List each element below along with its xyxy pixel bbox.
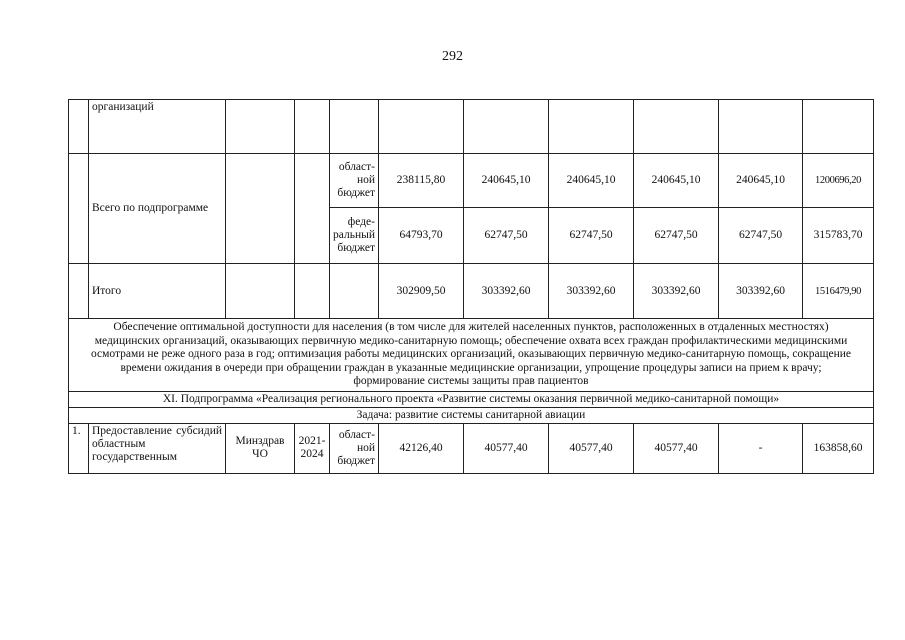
subprogram-total-label: Всего по подпрограмме — [89, 154, 226, 264]
table-row-organizations — [69, 100, 874, 154]
table-row-item-1 — [69, 423, 874, 473]
value-cell-total: 163858,60 — [803, 423, 874, 473]
page-number: 292 — [442, 49, 463, 64]
cell-empty — [379, 100, 464, 154]
value-cell: 62747,50 — [719, 208, 803, 264]
funding-source: феде- ральный бюджет — [330, 208, 379, 264]
funding-source: област- ной бюджет — [330, 423, 379, 473]
task-title: Задача: развитие системы санитарной авиации — [69, 407, 874, 423]
item-period: 2021- 2024 — [295, 423, 330, 473]
value-cell: 40577,40 — [464, 423, 549, 473]
item-name: Предоставление субсидий областным государственным — [89, 423, 226, 473]
value-cell: 240645,10 — [634, 154, 719, 208]
value-cell: 62747,50 — [464, 208, 549, 264]
cell-empty — [549, 100, 634, 154]
cell-empty — [226, 154, 295, 264]
table-row-total — [69, 264, 874, 319]
table-row-goal — [69, 319, 874, 392]
value-cell: 240645,10 — [464, 154, 549, 208]
value-cell: 302909,50 — [379, 264, 464, 319]
total-label: Итого — [89, 264, 226, 319]
value-cell: 62747,50 — [634, 208, 719, 264]
value-cell: 303392,60 — [634, 264, 719, 319]
value-cell: 303392,60 — [719, 264, 803, 319]
cell-empty — [295, 264, 330, 319]
cell-empty — [226, 264, 295, 319]
table-row-subprogram-regional — [69, 154, 874, 208]
value-cell: 42126,40 — [379, 423, 464, 473]
value-cell: 303392,60 — [464, 264, 549, 319]
table-row-task — [69, 407, 874, 423]
cell-empty — [634, 100, 719, 154]
funding-source: област- ной бюджет — [330, 154, 379, 208]
value-cell: 40577,40 — [634, 423, 719, 473]
cell-empty — [464, 100, 549, 154]
goal-text: Обеспечение оптимальной доступности для населения (в том числе для жителей населенных пунктов, расположенных в отдаленных местностях) медицинских организаций, оказывающих первичную медико-санитарную помощь; обеспечение охвата всех граждан профилактическими медицинскими осмотрами не реже одного раза в год; оптимизация работы медицинских организаций, оказывающих первичную медико-санитарную помощь, сокращение времени ожидания в очереди при обращении граждан в указанные медицинские организации, упрощение процедуры записи на прием к врачу; формирование системы защиты прав пациентов — [69, 319, 874, 392]
value-cell-total: 1516479,90 — [803, 264, 874, 319]
table-row-subprogram-title — [69, 391, 874, 407]
value-cell: 238115,80 — [379, 154, 464, 208]
value-cell-total: 315783,70 — [803, 208, 874, 264]
item-number: 1. — [69, 423, 89, 473]
value-cell: 64793,70 — [379, 208, 464, 264]
value-cell: 40577,40 — [549, 423, 634, 473]
cell-empty — [803, 100, 874, 154]
cell-empty — [226, 100, 295, 154]
value-cell: 240645,10 — [719, 154, 803, 208]
subprogram-title: XI. Подпрограмма «Реализация регионального проекта «Развитие системы оказания первичной медико-санитарной помощи» — [69, 391, 874, 407]
budget-table — [68, 99, 874, 474]
cell-empty — [719, 100, 803, 154]
cell-name: организаций — [89, 100, 226, 154]
cell-empty — [69, 154, 89, 264]
cell-empty — [295, 100, 330, 154]
cell-empty — [69, 264, 89, 319]
value-cell: - — [719, 423, 803, 473]
cell-empty — [295, 154, 330, 264]
cell-empty — [330, 100, 379, 154]
value-cell-total: 1200696,20 — [803, 154, 874, 208]
cell-empty — [330, 264, 379, 319]
cell-empty — [69, 100, 89, 154]
item-executor: Минздрав ЧО — [226, 423, 295, 473]
value-cell: 240645,10 — [549, 154, 634, 208]
value-cell: 62747,50 — [549, 208, 634, 264]
value-cell: 303392,60 — [549, 264, 634, 319]
